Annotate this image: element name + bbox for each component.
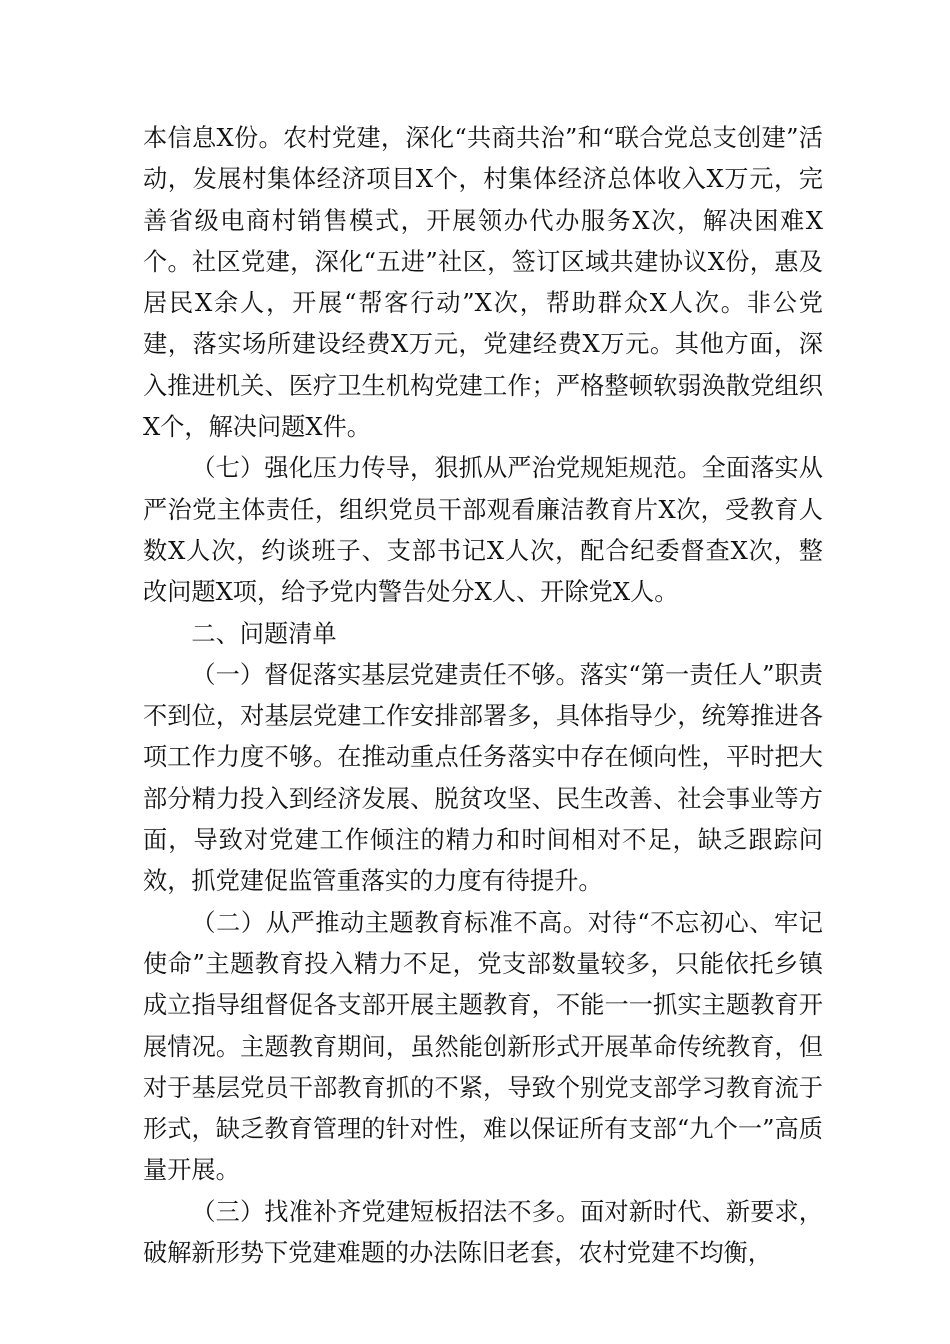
document-body	[143, 118, 823, 1274]
paragraph-1: 本信息X份。农村党建，深化“共商共治”和“联合党总支创建”活动，发展村集体经济项目X个，村集体经济总体收入X万元，完善省级电商村销售模式，开展领办代办服务X次，解决困难X个。社区党建，深化“五进”社区，签订区域共建协议X份，惠及居民X余人，开展“帮客行动”X次，帮助群众X人次。非公党建，落实场所建设经费X万元，党建经费X万元。其他方面，深入推进机关、医疗卫生机构党建工作；严格整顿软弱涣散党组织X个，解决问题X件。	[143, 124, 823, 442]
paragraph-2: （七）强化压力传导，狠抓从严治党规矩规范。全面落实从严治党主体责任，组织党员干部观看廉洁教育片X次，受教育人数X人次，约谈班子、支部书记X人次，配合纪委督查X次，整改问题X项，给予党内警告处分X人、开除党X人。	[143, 454, 823, 607]
paragraph-4: （一）督促落实基层党建责任不够。落实“第一责任人”职责不到位，对基层党建工作安排部署多，具体指导少，统筹推进各项工作力度不够。在推动重点任务落实中存在倾向性，平时把大部分精力投入到经济发展、脱贫攻坚、民生改善、社会事业等方面，导致对党建工作倾注的精力和时间相对不足，缺乏跟踪问效，抓党建促监管重落实的力度有待提升。	[143, 660, 823, 896]
section-heading-problem-list: 二、问题清单	[191, 619, 337, 648]
paragraph-6: （三）找准补齐党建短板招法不多。面对新时代、新要求，破解新形势下党建难题的办法陈旧老套，农村党建不均衡，	[143, 1197, 823, 1268]
paragraph-5: （二）从严推动主题教育标准不高。对待“不忘初心、牢记使命”主题教育投入精力不足，党支部数量较多，只能依托乡镇成立指导组督促各支部开展主题教育，不能一一抓实主题教育开展情况。主题教育期间，虽然能创新形式开展革命传统教育，但对于基层党员干部教育抓的不紧，导致个别党支部学习教育流于形式，缺乏教育管理的针对性，难以保证所有支部“九个一”高质量开展。	[143, 908, 823, 1185]
